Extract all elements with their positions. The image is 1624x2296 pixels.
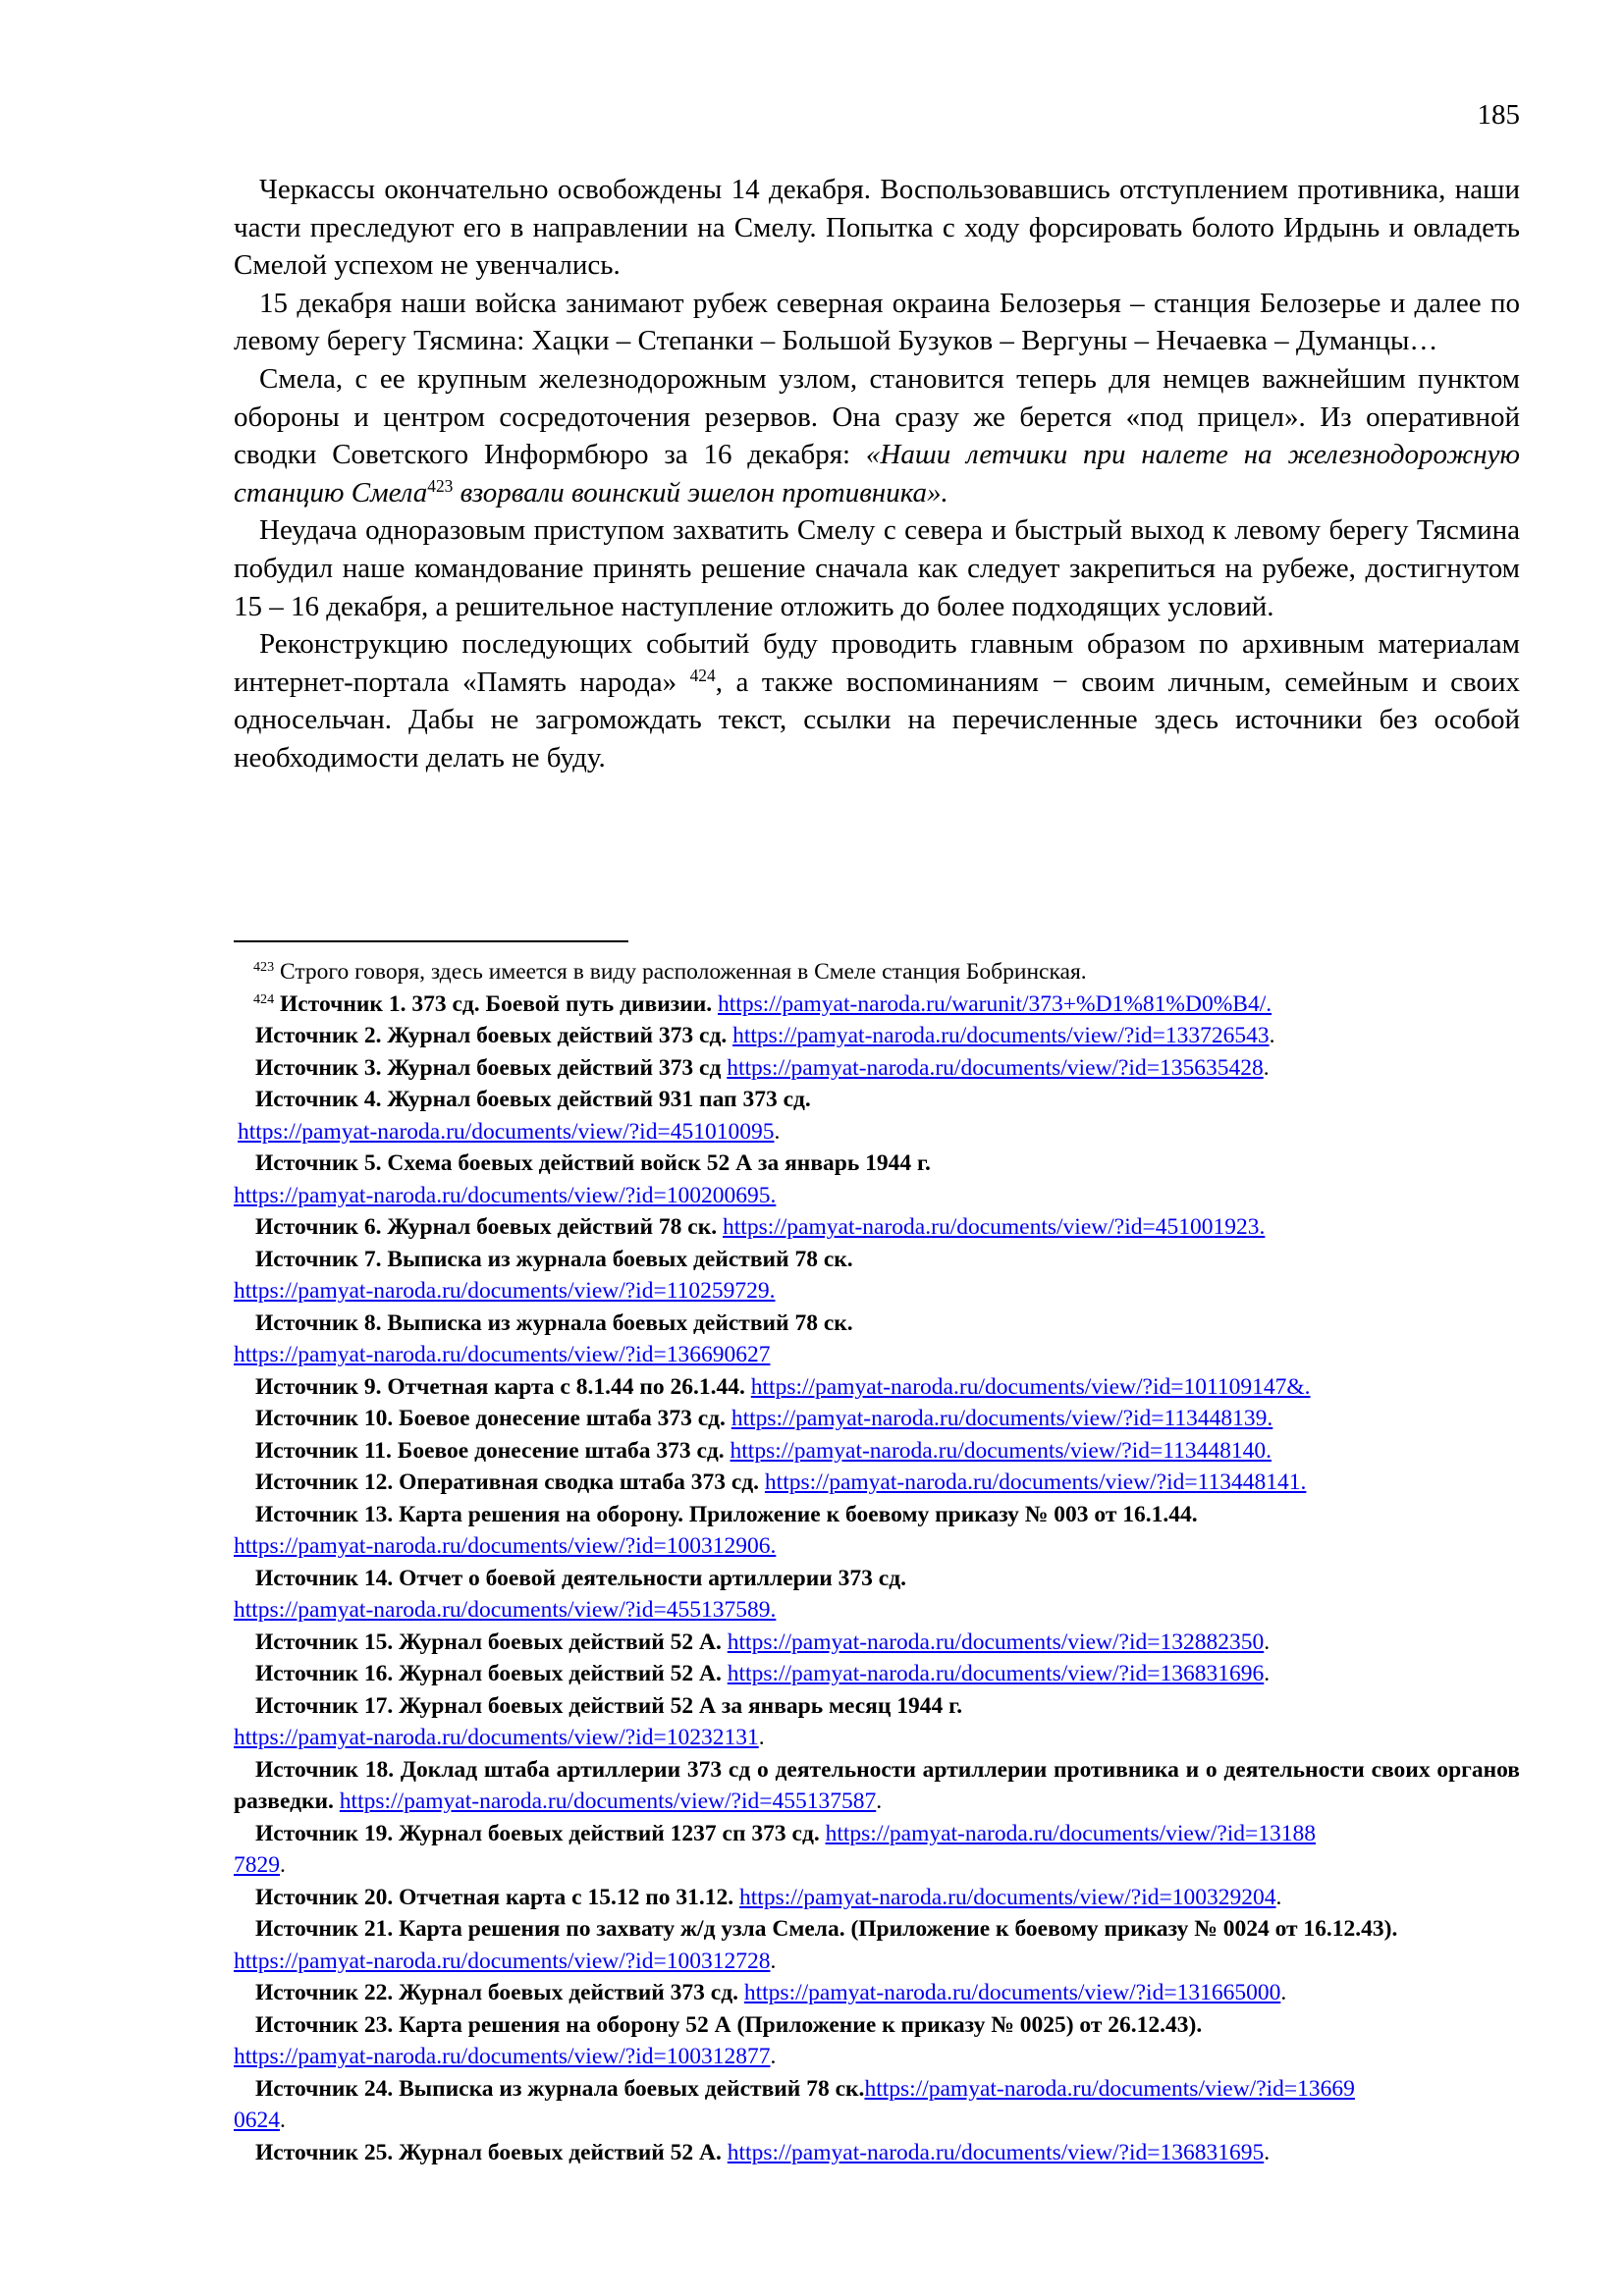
source-5-label: Источник 5. Схема боевых действий войск 52 А за январь 1944 г. (255, 1150, 931, 1176)
footnote-423 (234, 956, 1520, 988)
source-7-link[interactable]: https://pamyat-naroda.ru/documents/view/?id=110259729. (234, 1278, 776, 1304)
source-18-tail: . (876, 1789, 883, 1814)
source-19-tail: . (280, 1852, 286, 1878)
footnote-423-text: Строго говоря, здесь имеется в виду расположенная в Смеле станция Бобринская. (274, 959, 1087, 985)
source-8-label: Источник 8. Выписка из журнала боевых действий 78 ск. (255, 1309, 853, 1336)
source-9 (234, 1371, 1520, 1404)
source-16-tail: . (1264, 1661, 1271, 1686)
source-4-link-line (234, 1116, 1520, 1148)
paragraph-2: 15 декабря наши войска занимают рубеж северная окраина Белозерья – станция Белозерье и далее по левому берегу Тясмина: Хацки – Степанки – Большой Бузуков – Вергуны – Нечаевка – Думанцы… (234, 287, 1520, 357)
source-9-label: Источник 9. Отчетная карта с 8.1.44 по 26.1.44. (255, 1373, 745, 1400)
source-23-label: Источник 23. Карта решения на оборону 52 А (Приложение к приказу № 0025) от 26.12.43). (255, 2011, 1203, 2038)
source-5-link-line (234, 1180, 1520, 1212)
source-14-label: Источник 14. Отчет о боевой деятельности артиллерии 373 сд. (255, 1565, 906, 1591)
source-13-link-line (234, 1530, 1520, 1563)
source-3-label: Источник 3. Журнал боевых действий 373 сд (255, 1054, 722, 1081)
page-number: 185 (1477, 99, 1520, 131)
source-6-link[interactable]: https://pamyat-naroda.ru/documents/view/?id=451001923. (723, 1214, 1266, 1240)
paragraph-4: Неудача одноразовым приступом захватить Смелу с севера и быстрый выход к левому берегу Тясмина побудил наше командование принять решение сначала как следует закрепиться на рубеже, достигнутом 15 – 16 декабря, а решительное наступление отложить до более подходящих условий. (234, 514, 1520, 622)
source-10-link[interactable]: https://pamyat-naroda.ru/documents/view/?id=113448139. (731, 1406, 1273, 1431)
source-20-link[interactable]: https://pamyat-naroda.ru/documents/view/?id=100329204 (739, 1884, 1276, 1910)
source-3-tail: . (1263, 1054, 1270, 1081)
sovinformburo-quote-start: «Наши летчики при налете на железнодорожную станцию Смела (234, 439, 1520, 508)
source-24-tail: . (280, 2108, 286, 2133)
source-17-tail: . (758, 1725, 765, 1750)
source-16 (234, 1658, 1520, 1690)
paragraph-5-text-end: , а также воспоминаниям − своим личным, семейным и своих односельчан. Дабы не загромождать текст, ссылки на перечисленные здесь источники без особой необходимости делать не буду. (234, 666, 1520, 774)
source-1 (234, 988, 1520, 1021)
source-24-label: Источник 24. Выписка из журнала боевых действий 78 ск. (255, 2075, 865, 2102)
source-18-link[interactable]: https://pamyat-naroda.ru/documents/view/?id=455137587 (339, 1789, 877, 1814)
source-4-label: Источник 4. Журнал боевых действий 931 пап 373 сд. (255, 1087, 811, 1112)
footnote-separator (234, 940, 628, 942)
source-7-label: Источник 7. Выписка из журнала боевых действий 78 ск. (255, 1246, 853, 1272)
source-21-label: Источник 21. Карта решения по захвату ж/д узла Смела. (Приложение к боевому приказу № 0024 от 16.12.43). (255, 1916, 1398, 1942)
source-23-link[interactable]: https://pamyat-naroda.ru/documents/view/?id=100312877 (234, 2044, 771, 2069)
source-6-label: Источник 6. Журнал боевых действий 78 ск. (255, 1214, 718, 1240)
source-17-link-line (234, 1722, 1520, 1754)
source-25-tail: . (1264, 2139, 1271, 2165)
source-16-label: Источник 16. Журнал боевых действий 52 А. (255, 1661, 722, 1686)
source-1-link[interactable]: https://pamyat-naroda.ru/warunit/373+%D1%81%D0%B4/. (718, 990, 1272, 1017)
source-25-link[interactable]: https://pamyat-naroda.ru/documents/view/?id=136831695 (727, 2139, 1265, 2165)
source-10 (234, 1403, 1520, 1435)
source-8-link-line (234, 1339, 1520, 1371)
footnote-ref-424[interactable]: 424 (689, 666, 716, 686)
source-19-label: Источник 19. Журнал боевых действий 1237 сп 373 сд. (255, 1820, 820, 1846)
source-13 (234, 1499, 1520, 1531)
footnotes (234, 956, 1520, 2168)
source-13-link[interactable]: https://pamyat-naroda.ru/documents/view/?id=100312906. (234, 1533, 777, 1559)
source-14 (234, 1563, 1520, 1595)
source-20-label: Источник 20. Отчетная карта с 15.12 по 31.12. (255, 1884, 734, 1910)
source-24-link[interactable]: https://pamyat-naroda.ru/documents/view/?id=136690624 (234, 2075, 1355, 2133)
source-22-link[interactable]: https://pamyat-naroda.ru/documents/view/?id=131665000 (743, 1980, 1281, 2005)
source-18-label: Источник 18. Доклад штаба артиллерии 373 сд о деятельности артиллерии противника и о деятельности своих органов разведки. (234, 1756, 1520, 1814)
source-23 (234, 2009, 1520, 2042)
source-8 (234, 1308, 1520, 1340)
source-10-label: Источник 10. Боевое донесение штаба 373 сд. (255, 1406, 726, 1431)
source-4-link[interactable]: https://pamyat-naroda.ru/documents/view/?id=451010095 (238, 1118, 775, 1145)
source-2-label: Источник 2. Журнал боевых действий 373 сд. (255, 1023, 728, 1048)
source-24 (234, 2073, 1363, 2137)
source-12-link[interactable]: https://pamyat-naroda.ru/documents/view/?id=113448141. (764, 1469, 1307, 1495)
source-17-link[interactable]: https://pamyat-naroda.ru/documents/view/?id=10232131 (234, 1725, 759, 1750)
paragraph-5 (234, 625, 1520, 776)
paragraph-1: Черкассы окончательно освобождены 14 декабря. Воспользовавшись отступлением противника, наши части преследуют его в направлении на Смелу. Попытка с ходу форсировать болото Ирдынь и овладеть Смелой успехом не увенчались. (234, 174, 1520, 282)
source-18 (234, 1754, 1520, 1818)
source-2-link[interactable]: https://pamyat-naroda.ru/documents/view/?id=133726543 (732, 1023, 1270, 1048)
source-15-label: Источник 15. Журнал боевых действий 52 А. (255, 1629, 722, 1655)
source-23-tail: . (770, 2044, 777, 2069)
source-16-link[interactable]: https://pamyat-naroda.ru/documents/view/?id=136831696 (727, 1661, 1265, 1686)
source-14-link-line (234, 1594, 1520, 1627)
source-12-label: Источник 12. Оперативная сводка штаба 373 сд. (255, 1469, 760, 1495)
source-12 (234, 1467, 1520, 1499)
footnote-ref-423[interactable]: 423 (427, 476, 454, 497)
source-7 (234, 1244, 1520, 1276)
source-15 (234, 1627, 1520, 1659)
footnote-marker-424: 424 (253, 990, 275, 1007)
source-19-link[interactable]: https://pamyat-naroda.ru/documents/view/?id=131887829 (234, 1820, 1317, 1878)
source-22 (234, 1977, 1520, 2009)
paragraph-3-text: Смела, с ее крупным железнодорожным узлом, становится теперь для немцев важнейшим пунктом обороны и центром сосредоточения резервов. Она сразу же берется «под прицел». Из оперативной сводки Советского Информбюро за 16 декабря: (234, 362, 1520, 471)
source-5 (234, 1148, 1520, 1180)
main-text (234, 171, 1520, 777)
source-15-link[interactable]: https://pamyat-naroda.ru/documents/view/?id=132882350 (727, 1629, 1265, 1655)
source-22-tail: . (1280, 1980, 1287, 2005)
source-20-tail: . (1275, 1884, 1282, 1910)
source-17-label: Источник 17. Журнал боевых действий 52 А за январь месяц 1944 г. (255, 1692, 963, 1719)
source-7-link-line (234, 1275, 1520, 1308)
source-17 (234, 1690, 1520, 1723)
paragraph-5-text-start: Реконструкцию последующих событий буду проводить главным образом по архивным материалам интернет-портала «Память народа» (234, 628, 1520, 698)
source-4-tail: . (774, 1118, 781, 1145)
source-14-link[interactable]: https://pamyat-naroda.ru/documents/view/?id=455137589. (234, 1597, 777, 1623)
source-21-tail: . (770, 1948, 777, 1974)
sovinformburo-quote-end: взорвали воинский эшелон противника». (453, 476, 948, 508)
source-22-label: Источник 22. Журнал боевых действий 373 сд. (255, 1980, 738, 2005)
source-25-label: Источник 25. Журнал боевых действий 52 А. (255, 2139, 722, 2165)
source-15-tail: . (1264, 1629, 1271, 1655)
source-21-link[interactable]: https://pamyat-naroda.ru/documents/view/?id=100312728 (234, 1948, 771, 1974)
source-4 (234, 1084, 1520, 1116)
source-11 (234, 1435, 1520, 1468)
source-19 (234, 1818, 1324, 1882)
source-11-label: Источник 11. Боевое донесение штаба 373 сд. (255, 1437, 725, 1464)
source-3 (234, 1052, 1520, 1085)
source-13-label: Источник 13. Карта решения на оборону. Приложение к боевому приказу № 003 от 16.1.44. (255, 1501, 1198, 1527)
source-20 (234, 1882, 1520, 1914)
source-5-link[interactable]: https://pamyat-naroda.ru/documents/view/?id=100200695. (234, 1182, 777, 1208)
source-11-link[interactable]: https://pamyat-naroda.ru/documents/view/?id=113448140. (730, 1437, 1272, 1464)
source-2 (234, 1020, 1520, 1052)
source-1-label: Источник 1. 373 сд. Боевой путь дивизии. (280, 990, 713, 1017)
source-2-tail: . (1269, 1023, 1275, 1048)
footnote-marker-423: 423 (253, 959, 275, 976)
source-9-link[interactable]: https://pamyat-naroda.ru/documents/view/?id=101109147&. (750, 1373, 1311, 1400)
source-23-link-line (234, 2041, 1520, 2073)
source-8-link[interactable]: https://pamyat-naroda.ru/documents/view/?id=136690627 (234, 1342, 771, 1367)
source-3-link[interactable]: https://pamyat-naroda.ru/documents/view/?id=135635428 (727, 1054, 1264, 1081)
paragraph-3 (234, 360, 1520, 511)
source-25 (234, 2137, 1520, 2169)
source-21 (234, 1913, 1520, 1977)
source-6 (234, 1211, 1520, 1244)
